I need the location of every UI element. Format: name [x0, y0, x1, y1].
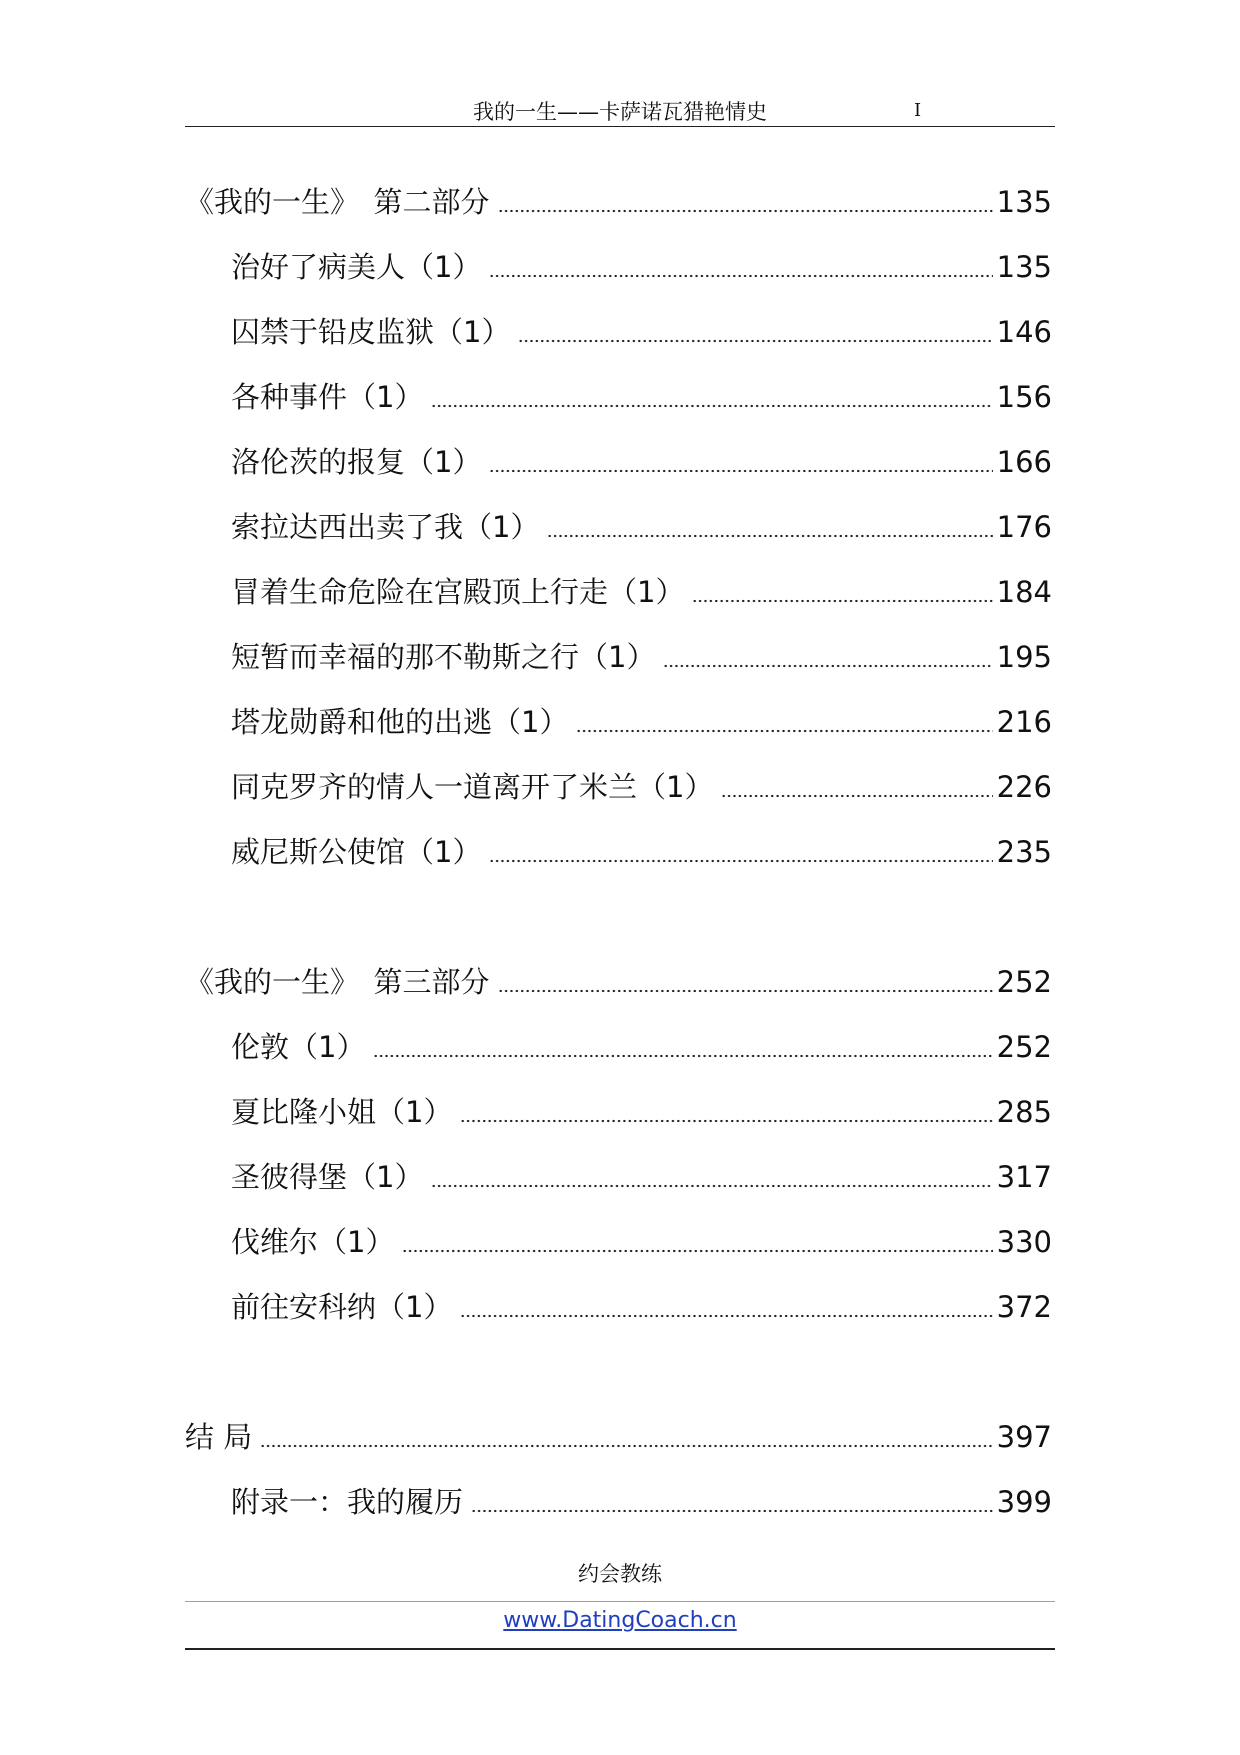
footer-website-link[interactable]: www.DatingCoach.cn	[503, 1608, 737, 1633]
page-header	[185, 92, 1055, 127]
toc-label: 伦敦（1）	[231, 1030, 366, 1064]
toc-label: 短暂而幸福的那不勒斯之行（1）	[231, 640, 656, 674]
dot-leader	[498, 987, 993, 995]
toc-page-number: 372	[996, 1290, 1052, 1324]
toc-label: 前往安科纳（1）	[231, 1290, 453, 1324]
dot-leader	[460, 1117, 992, 1125]
toc-page-number: 216	[996, 705, 1052, 739]
dot-leader	[576, 727, 992, 735]
dot-leader	[692, 597, 992, 605]
header-title: 我的一生——卡萨诺瓦猎艳情史	[473, 100, 767, 124]
toc-page-number: 135	[996, 185, 1052, 219]
toc-entry[interactable]	[231, 1285, 1052, 1329]
toc-entry[interactable]	[231, 1155, 1052, 1199]
toc-label: 圣彼得堡（1）	[231, 1160, 424, 1194]
toc-page-number: 235	[996, 835, 1052, 869]
dot-leader	[489, 467, 992, 475]
toc-label: 伐维尔（1）	[231, 1225, 395, 1259]
toc-page-number: 166	[996, 445, 1052, 479]
toc-label: 《我的一生》 第二部分	[185, 185, 490, 219]
toc-label: 各种事件（1）	[231, 380, 424, 414]
toc-entry[interactable]	[231, 700, 1052, 744]
toc-page-number: 317	[996, 1160, 1052, 1194]
toc-label: 夏比隆小姐（1）	[231, 1095, 453, 1129]
toc-page-number: 397	[996, 1420, 1052, 1454]
dot-leader	[518, 337, 992, 345]
toc-label: 索拉达西出卖了我（1）	[231, 510, 540, 544]
toc-label: 塔龙勋爵和他的出逃（1）	[231, 705, 569, 739]
toc-entry[interactable]	[231, 1090, 1052, 1134]
toc-page-number: 135	[996, 250, 1052, 284]
toc-label: 《我的一生》 第三部分	[185, 965, 490, 999]
toc-entry[interactable]	[231, 1025, 1052, 1069]
dot-leader	[402, 1247, 992, 1255]
toc-label: 冒着生命危险在宫殿顶上行走（1）	[231, 575, 685, 609]
toc-page-number: 195	[996, 640, 1052, 674]
toc-page-number: 146	[996, 315, 1052, 349]
toc-part-heading[interactable]	[185, 1415, 1052, 1459]
dot-leader	[489, 857, 992, 865]
toc-label: 同克罗齐的情人一道离开了米兰（1）	[231, 770, 714, 804]
dot-leader	[547, 532, 992, 540]
toc-entry[interactable]	[231, 635, 1052, 679]
footer-bottom-rule	[185, 1648, 1055, 1650]
dot-leader	[721, 792, 992, 800]
toc-entry[interactable]	[231, 1480, 1052, 1524]
toc-page-number: 226	[996, 770, 1052, 804]
toc-entry[interactable]	[231, 375, 1052, 419]
toc-part-heading[interactable]	[185, 960, 1052, 1004]
toc-page-number: 252	[996, 1030, 1052, 1064]
toc-label: 结 局	[185, 1420, 253, 1454]
dot-leader	[431, 402, 992, 410]
toc-page-number: 252	[996, 965, 1052, 999]
dot-leader	[663, 662, 992, 670]
toc-page-number: 184	[996, 575, 1052, 609]
toc-part-heading[interactable]	[185, 180, 1052, 224]
dot-leader	[260, 1442, 992, 1450]
toc-label: 威尼斯公使馆（1）	[231, 835, 482, 869]
toc-label: 囚禁于铅皮监狱（1）	[231, 315, 511, 349]
footer-label: 约会教练	[578, 1562, 662, 1586]
toc-label: 治好了病美人（1）	[231, 250, 482, 284]
toc-entry[interactable]	[231, 765, 1052, 809]
toc-page-number: 285	[996, 1095, 1052, 1129]
dot-leader	[471, 1507, 993, 1515]
toc-entry[interactable]	[231, 245, 1052, 289]
toc-page-number: 399	[996, 1485, 1052, 1519]
dot-leader	[489, 272, 992, 280]
header-page-number: I	[914, 100, 922, 121]
toc-entry[interactable]	[231, 1220, 1052, 1264]
toc-page-number: 176	[996, 510, 1052, 544]
footer-divider	[185, 1601, 1055, 1602]
toc-entry[interactable]	[231, 570, 1052, 614]
toc-page-number: 330	[996, 1225, 1052, 1259]
dot-leader	[373, 1052, 992, 1060]
toc-label: 洛伦茨的报复（1）	[231, 445, 482, 479]
dot-leader	[431, 1182, 992, 1190]
dot-leader	[460, 1312, 992, 1320]
toc-entry[interactable]	[231, 505, 1052, 549]
toc-label: 附录一：我的履历	[231, 1485, 464, 1519]
toc-entry[interactable]	[231, 440, 1052, 484]
toc-entry[interactable]	[231, 310, 1052, 354]
toc-page-number: 156	[996, 380, 1052, 414]
dot-leader	[498, 207, 993, 215]
toc-entry[interactable]	[231, 830, 1052, 874]
